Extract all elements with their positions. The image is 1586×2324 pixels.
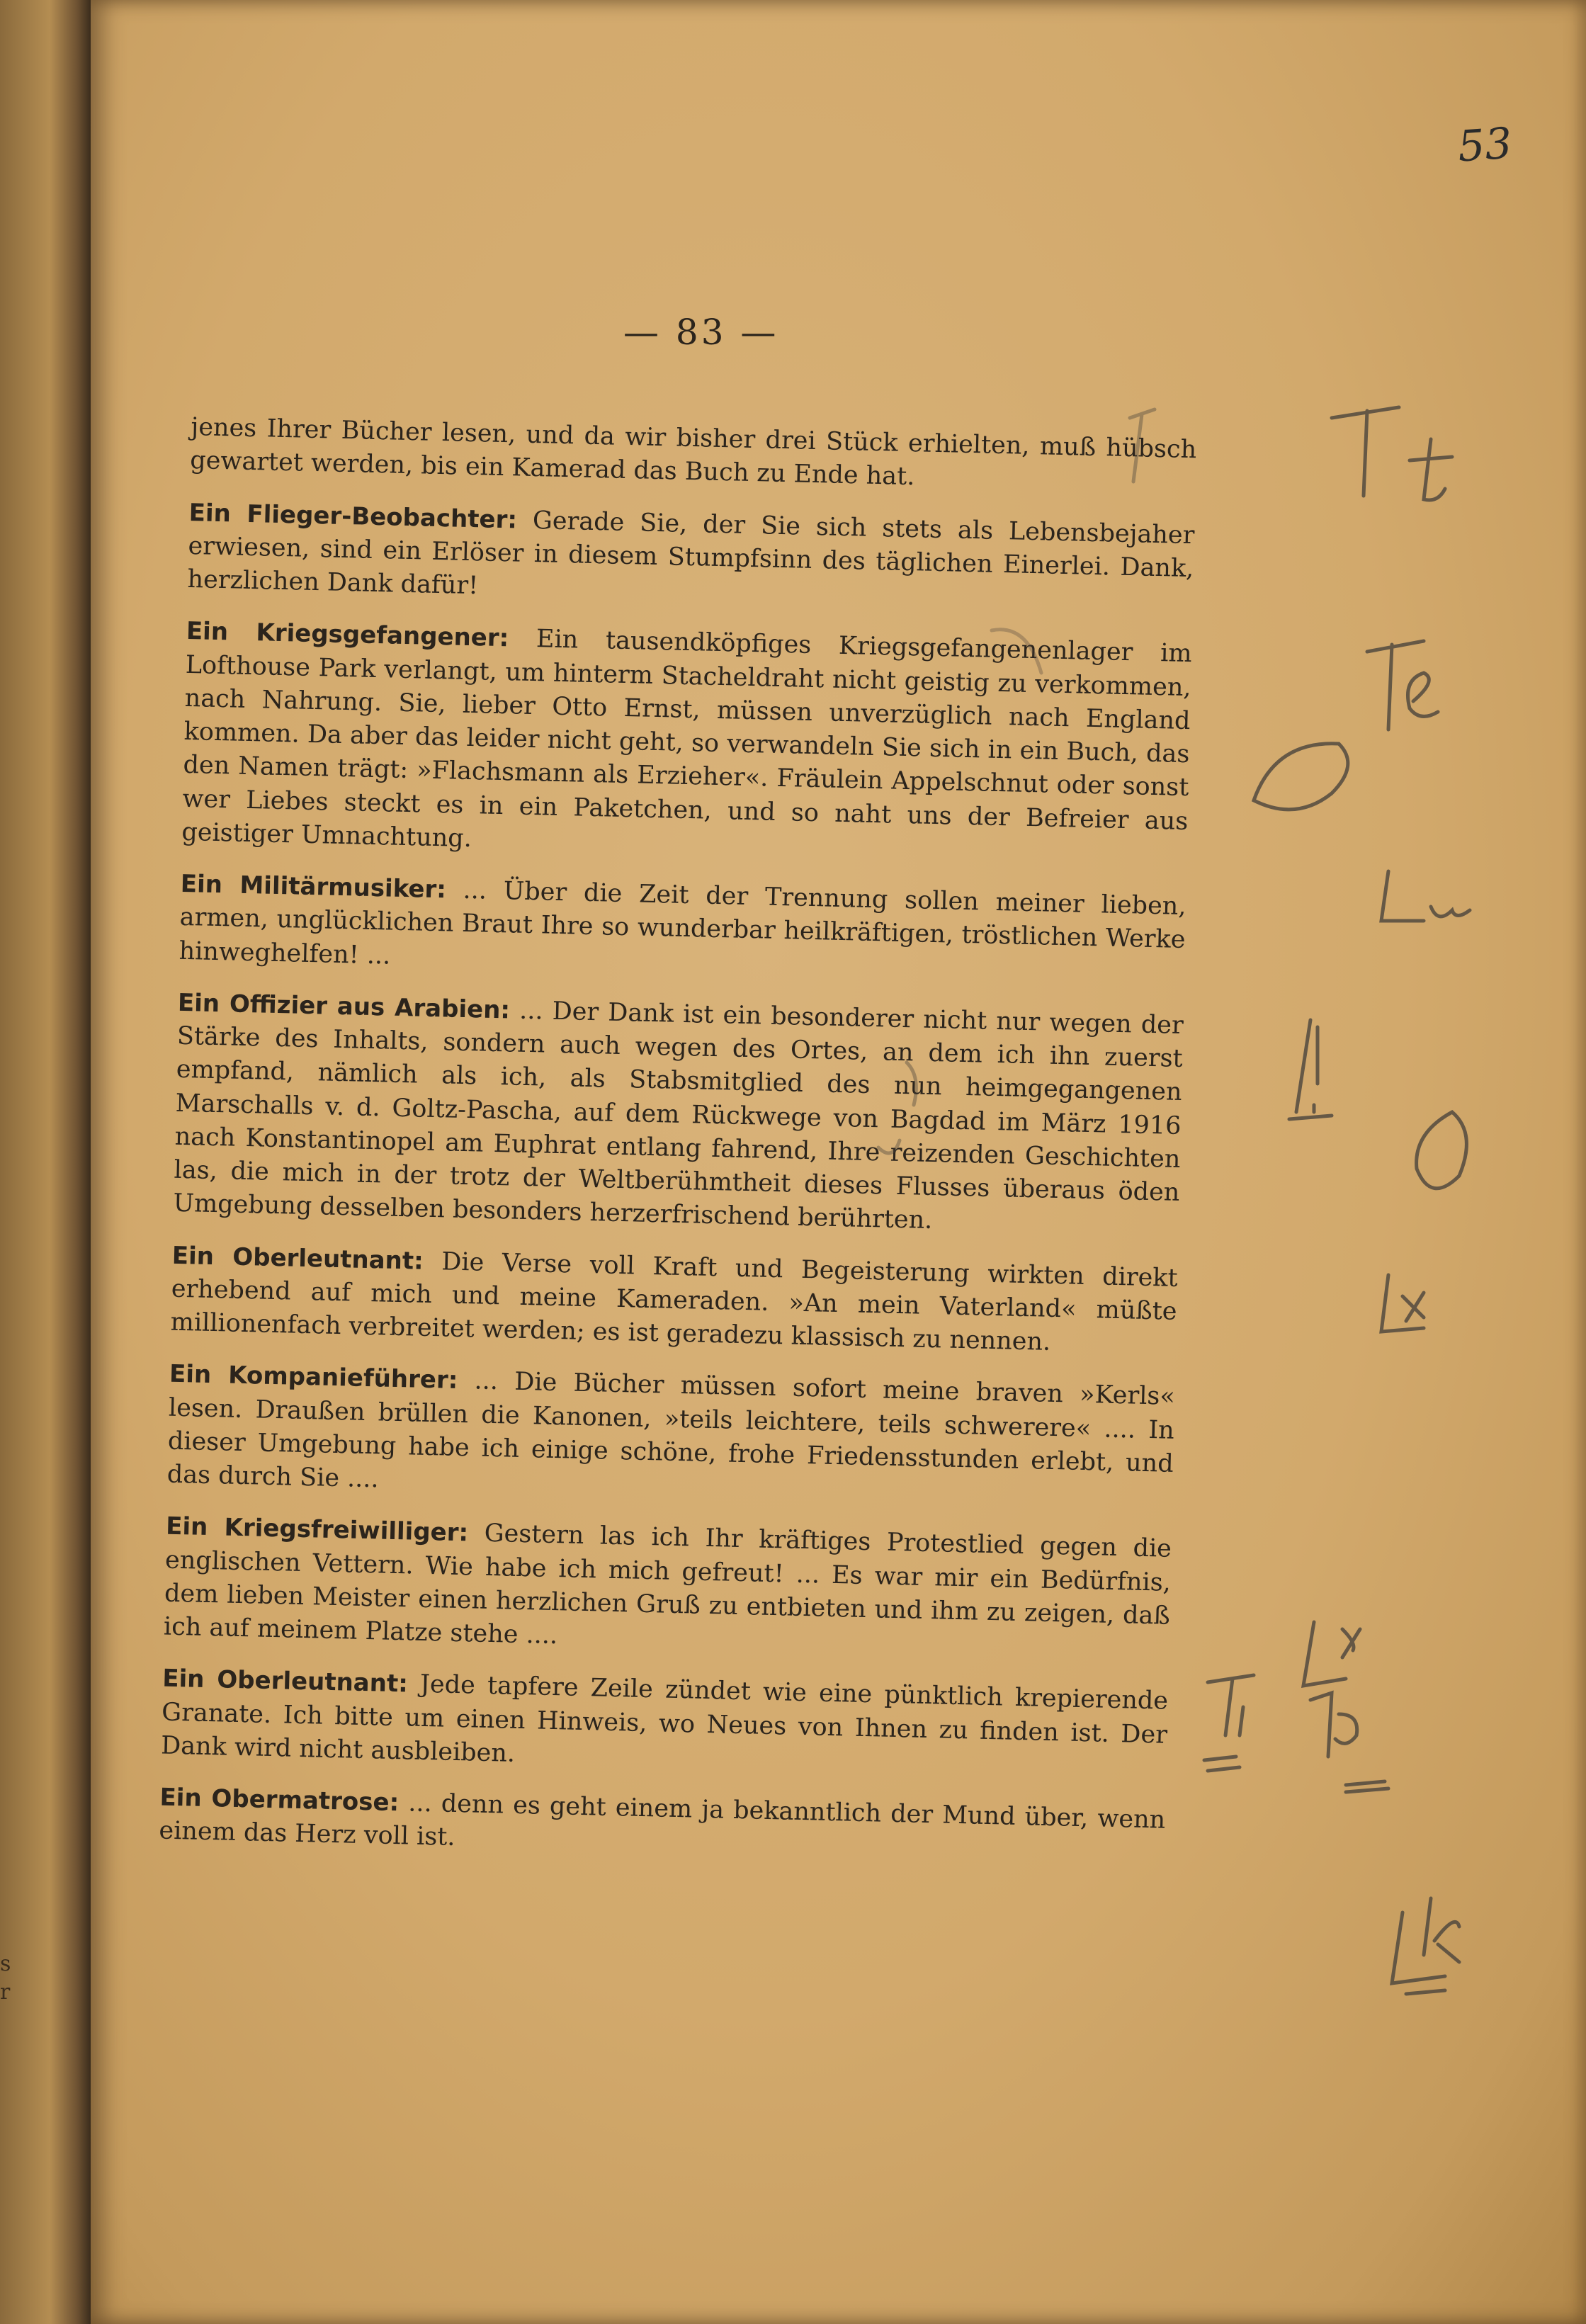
entry-speaker: Ein Kompanieführer: <box>169 1359 458 1395</box>
entry-speaker: Ein Kriegsgefangener: <box>186 617 509 653</box>
entry-2 <box>181 615 1192 872</box>
entry-speaker: Ein Offizier aus Arabien: <box>177 988 511 1025</box>
entry-text: ... Der Dank ist ein besonderer nicht nur wegen der Stärke des Inhalts, sondern auch wegen des Ortes, an dem ich ihn zuerst empfand, nämlich als ich, als Stabsmitglied des nun heimgegangenen Marschalls v. d. Goltz-Pascha, auf dem Rückwege von Bagdad im März 1916 nach Konstantinopel am Euphrat entlang fahrend, Ihre reizenden Geschichten las, die mich in der trotz der Weltberühmtheit dieses Flusses überaus öden Umgebung desselben besonders herzerfrischend berührten. <box>173 996 1184 1235</box>
text-block <box>158 411 1196 1889</box>
entry-5 <box>170 1239 1178 1362</box>
entry-speaker: Ein Militärmusiker: <box>180 869 447 905</box>
entry-text: Jede tapfere Zeile zündet wie eine pünktlich krepierende Granate. Ich bitte um einen Hinweis, wo Neues von Ihnen zu finden ist. Der Dank wird nicht ausbleiben. <box>160 1670 1169 1768</box>
gutter-mark: r <box>0 1980 11 2005</box>
entry-text: ... denn es geht einem ja bekanntlich der Mund über, wenn einem das Herz voll ist. <box>159 1789 1166 1852</box>
entry-8 <box>161 1662 1169 1786</box>
entry-text: Ein tausendköpfiges Kriegsgefangenenlager im Lofthouse Park verlangt, um hinterm Stacheldraht nicht geistig zu verkommen, nach Nahrung. Sie, lieber Otto Ernst, müssen unverzüglich nach England kommen. Da aber das leider nicht geht, so verwandeln Sie sich in ein Buch, das den Namen trägt: »Flachsmann als Erzieher«. Fräulein Appelschnut oder sonst wer Liebes steckt es in ein Paketchen, und so naht uns der Befreier aus geistiger Umnachtung. <box>181 625 1193 853</box>
entry-text: Die Verse voll Kraft und Begeisterung wirkten direkt erhebend auf mich und meine Kameraden. »An mein Vaterland« müßte millionenfach verbreitet werden; es ist geradezu klassisch zu nennen. <box>170 1247 1179 1356</box>
entry-text: Gerade Sie, der Sie sich stets als Lebensbejaher erwiesen, sind ein Erlöser in diesem Stumpfsinn des täglichen Einerlei. Dank, herzlichen Dank dafür! <box>187 506 1195 601</box>
entry-4 <box>173 987 1184 1244</box>
entry-speaker: Ein Kriegsfreiwilliger: <box>165 1512 469 1548</box>
left-page-edge <box>0 0 91 2324</box>
entry-text: ... Die Bücher müssen sofort meine braven »Kerls« lesen. Draußen brüllen die Kanonen, »teils leichtere, teils schwerere« .... In dieser Umgebung habe ich einige schöne, frohe Friedensstunden erlebt, und das durch Sie .... <box>166 1366 1176 1494</box>
handwritten-folio: 53 <box>1456 118 1514 172</box>
entry-9 <box>159 1781 1166 1871</box>
entry-text: ... Über die Zeit der Trennung sollen meiner lieben, armen, unglücklichen Braut Ihre so wunderbar heilkräftigen, tröstlichen Werke hinweghelfen! ... <box>179 875 1186 970</box>
entry-speaker: Ein Obermatrose: <box>159 1783 400 1818</box>
entry-speaker: Ein Oberleutnant: <box>162 1664 409 1699</box>
entry-text: jenes Ihrer Bücher lesen, und da wir bisher drei Stück erhielten, muß hübsch gewartet werden, bis ein Kamerad das Buch zu Ende hat. <box>189 412 1197 492</box>
page-number: — 83 — <box>623 312 779 353</box>
entry-text: Gestern las ich Ihr kräftiges Protestlied gegen die englischen Vettern. Wie habe ich mich gefreut! ... Es war mir ein Bedürfnis, dem lieben Meister einen herzlichen Gruß zu entbieten und ihm zu zeigen, daß ich auf meinem Platze stehe .... <box>163 1519 1172 1650</box>
entry-6 <box>166 1358 1175 1514</box>
entry-1 <box>187 496 1195 619</box>
gutter-mark: s <box>0 1951 11 1976</box>
entry-3 <box>179 868 1186 991</box>
entry-speaker: Ein Oberleutnant: <box>171 1241 424 1276</box>
entry-speaker: Ein Flieger-Beobachter: <box>188 498 518 534</box>
entry-7 <box>163 1510 1172 1667</box>
